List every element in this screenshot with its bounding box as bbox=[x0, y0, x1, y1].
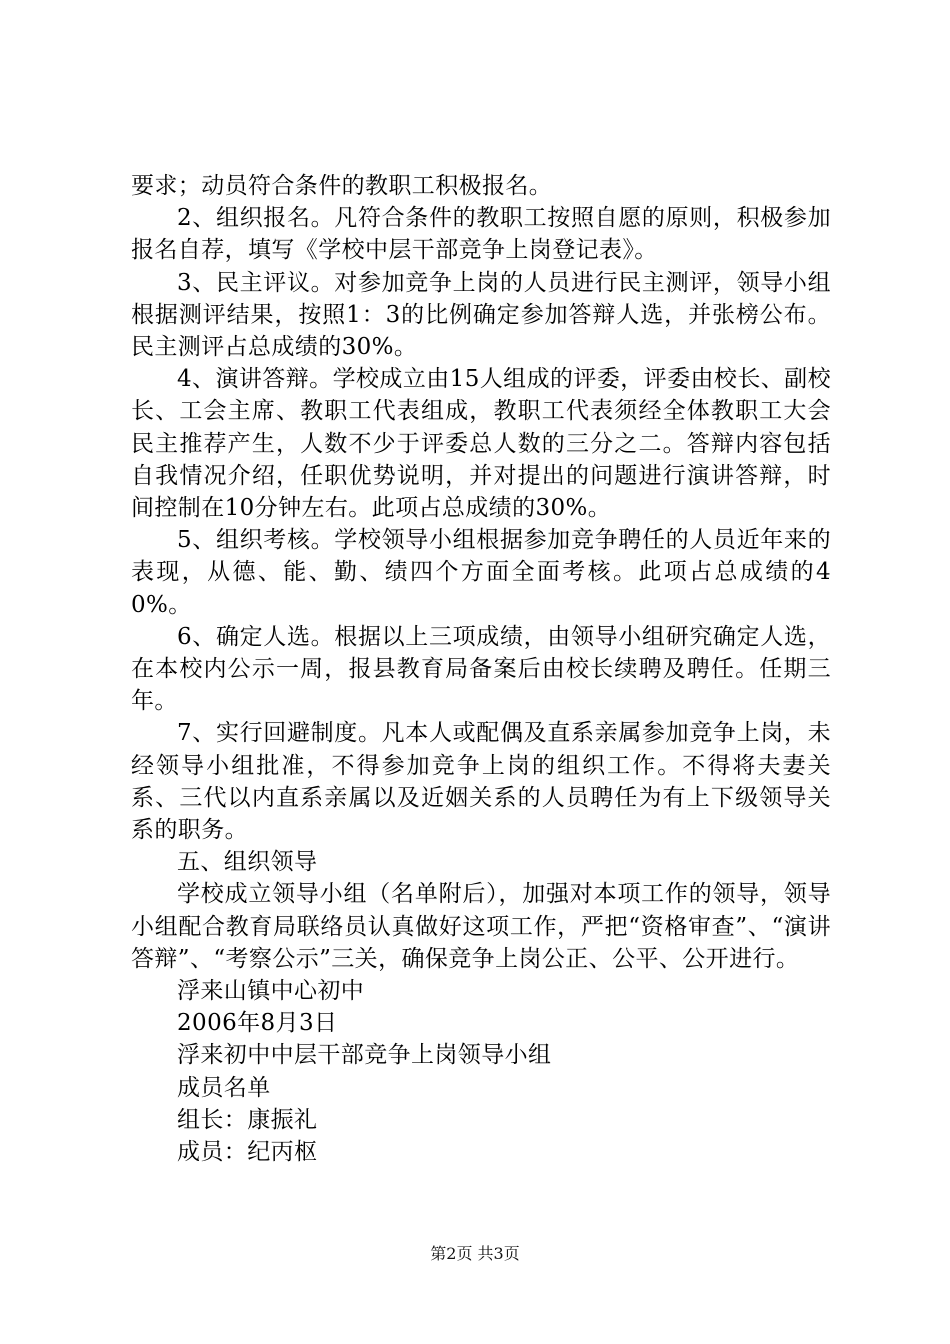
page-indicator: 第2页 共3页 bbox=[430, 1244, 520, 1263]
paragraph-step-7-avoidance-rule: 7、实行回避制度。凡本人或配偶及直系亲属参加竞争上岗，未经领导小组批准，不得参加竞争上岗的组织工作。不得将夫妻关系、三代以内直系亲属以及近姻关系的人员聘任为有上下级领导关系的职务。 bbox=[131, 720, 831, 844]
page-footer bbox=[0, 1244, 950, 1264]
group-title: 浮来初中中层干部竞争上岗领导小组 bbox=[177, 1042, 552, 1069]
document-body bbox=[131, 170, 831, 1168]
paragraph-step-6-candidate-selection: 6、确定人选。根据以上三项成绩，由领导小组研究确定人选，在本校内公示一周，报县教育局备案后由校长续聘及聘任。任期三年。 bbox=[131, 623, 831, 715]
paragraph-step-3-democratic-review: 3、民主评议。对参加竞争上岗的人员进行民主测评，领导小组根据测评结果，按照1：3的比例确定参加答辩人选，并张榜公布。民主测评占总成绩的30%。 bbox=[131, 269, 831, 361]
paragraph-step-5-assessment: 5、组织考核。学校领导小组根据参加竞争聘任的人员近年来的表现，从德、能、勤、绩四个方面全面考核。此项占总成绩的40%。 bbox=[131, 527, 831, 618]
section-heading-organization-leadership: 五、组织领导 bbox=[177, 849, 318, 876]
paragraph-continuation: 要求；动员符合条件的教职工积极报名。 bbox=[131, 173, 553, 199]
group-members: 成员：纪丙枢 bbox=[177, 1139, 318, 1166]
signature-date: 2006年8月3日 bbox=[177, 1010, 338, 1037]
member-list-title: 成员名单 bbox=[177, 1074, 271, 1101]
paragraph-leadership-group: 学校成立领导小组（名单附后），加强对本项工作的领导，领导小组配合教育局联络员认真做好这项工作，严把“资格审查”、“演讲答辩”、“考察公示”三关，确保竞争上岗公正、公平、公开进行。 bbox=[131, 881, 831, 972]
signature-school-name: 浮来山镇中心初中 bbox=[177, 978, 365, 1005]
paragraph-step-4-speech-defense: 4、演讲答辩。学校成立由15人组成的评委，评委由校长、副校长、工会主席、教职工代表组成，教职工代表须经全体教职工大会民主推荐产生，人数不少于评委总人数的三分之二。答辩内容包括自我情况介绍，任职优势说明，并对提出的问题进行演讲答辩，时间控制在10分钟左右。此项占总成绩的30%。 bbox=[131, 366, 831, 522]
group-leader: 组长：康振礼 bbox=[177, 1106, 318, 1133]
paragraph-step-2-registration: 2、组织报名。凡符合条件的教职工按照自愿的原则，积极参加报名自荐，填写《学校中层干部竞争上岗登记表》。 bbox=[131, 205, 831, 264]
